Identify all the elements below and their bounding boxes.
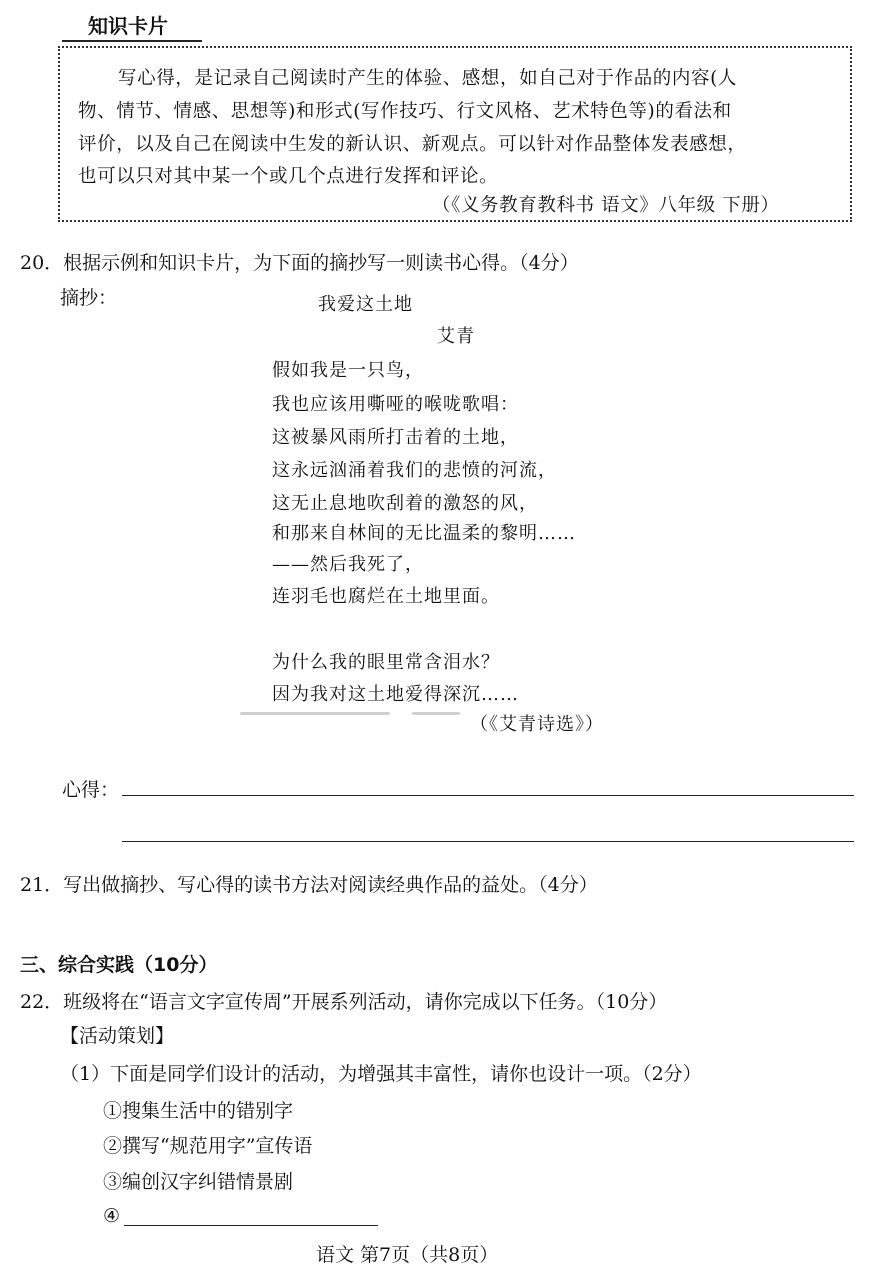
scan-smudge bbox=[412, 712, 460, 715]
excerpt-label: 摘抄： bbox=[60, 287, 118, 309]
plan-label: 【活动策划】 bbox=[60, 1025, 175, 1047]
answer-label: 心得： bbox=[62, 779, 120, 801]
poem-line: 连羽毛也腐烂在土地里面。 bbox=[272, 586, 500, 607]
question-21: 21．写出做摘抄、写心得的读书方法对阅读经典作品的益处。（4分） bbox=[20, 874, 598, 896]
subquestion-1: （1）下面是同学们设计的活动，为增强其丰富性，请你也设计一项。（2分） bbox=[60, 1063, 702, 1085]
card-line-1: 写心得，是记录自己阅读时产生的体验、感想，如自己对于作品的内容(人 bbox=[118, 68, 738, 89]
card-line-4: 也可以只对其中某一个或几个点进行发挥和评论。 bbox=[78, 166, 499, 187]
poem-line: 这无止息地吹刮着的激怒的风， bbox=[272, 493, 538, 514]
poem-line: 因为我对这土地爱得深沉…… bbox=[272, 684, 519, 705]
card-line-3: 评价，以及自己在阅读中生发的新认识、新观点。可以针对作品整体发表感想， bbox=[78, 134, 747, 155]
poem-line: 这永远汹涌着我们的悲愤的河流， bbox=[272, 460, 557, 481]
activity-blank-marker: ④ bbox=[103, 1205, 121, 1227]
card-source: （《义务教育教科书 语文》八年级 下册） bbox=[432, 195, 780, 216]
question-22: 22．班级将在“语言文字宣传周”开展系列活动，请你完成以下任务。（10分） bbox=[20, 991, 668, 1013]
poem-line: 为什么我的眼里常含泪水？ bbox=[272, 652, 500, 673]
poem-line: 我也应该用嘶哑的喉咙歌唱： bbox=[272, 394, 519, 415]
card-line-2: 物、情节、情感、思想等)和形式(写作技巧、行文风格、艺术特色等)的看法和 bbox=[78, 101, 732, 122]
activity-item: ③编创汉字纠错情景剧 bbox=[103, 1171, 294, 1193]
card-title-underline bbox=[62, 40, 202, 42]
page-footer: 语文 第7页（共8页） bbox=[316, 1244, 499, 1266]
section-heading: 三、综合实践（10分） bbox=[20, 954, 218, 976]
answer-line-2[interactable] bbox=[122, 841, 854, 842]
poem-author: 艾青 bbox=[437, 326, 475, 347]
question-20: 20．根据示例和知识卡片，为下面的摘抄写一则读书心得。（4分） bbox=[20, 252, 579, 274]
activity-item: ②撰写“规范用字”宣传语 bbox=[103, 1135, 313, 1157]
poem-line: 这被暴风雨所打击着的土地， bbox=[272, 427, 519, 448]
scan-smudge bbox=[240, 712, 390, 715]
poem-line: 假如我是一只鸟， bbox=[272, 360, 424, 381]
poem-line: 和那来自林间的无比温柔的黎明…… bbox=[272, 523, 576, 544]
answer-line-1[interactable] bbox=[122, 795, 854, 796]
knowledge-card-title: 知识卡片 bbox=[88, 14, 168, 38]
poem-line: ——然后我死了， bbox=[272, 554, 424, 575]
activity-item: ①搜集生活中的错别字 bbox=[103, 1100, 294, 1122]
activity-answer-line[interactable] bbox=[124, 1225, 378, 1226]
poem-source: （《艾青诗选》） bbox=[470, 714, 604, 735]
poem-title: 我爱这土地 bbox=[318, 294, 413, 315]
